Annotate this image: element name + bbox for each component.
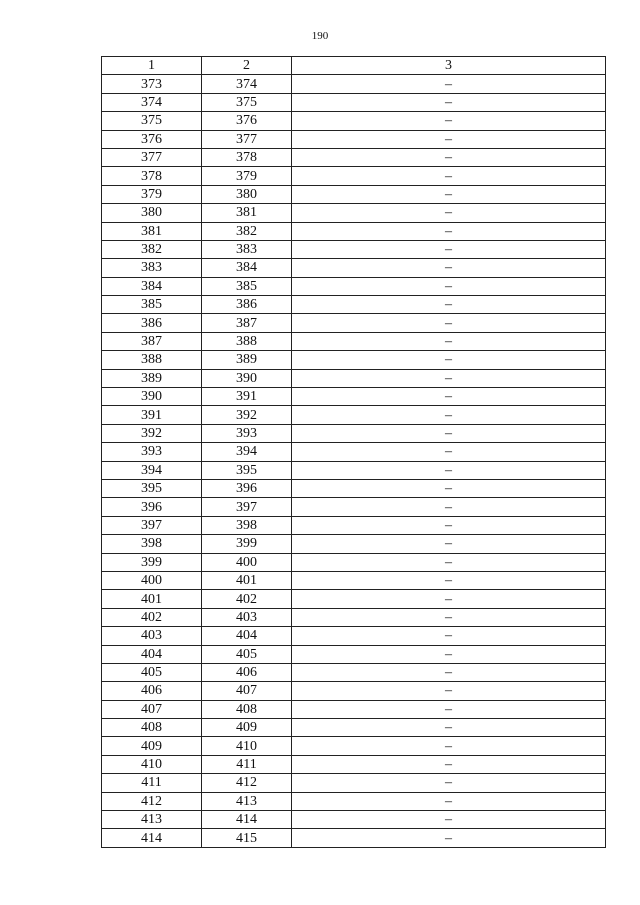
table-cell-col-1: 392: [102, 424, 202, 442]
table-cell-col-3: –: [292, 406, 606, 424]
table-cell-col-2: 413: [202, 792, 292, 810]
table-cell-col-1: 382: [102, 240, 202, 258]
table-cell-col-2: 397: [202, 498, 292, 516]
table-cell-col-1: 385: [102, 296, 202, 314]
table-row: [102, 553, 606, 571]
table-cell-col-2: 409: [202, 719, 292, 737]
table-cell-col-2: 415: [202, 829, 292, 847]
table-cell-col-2: 408: [202, 700, 292, 718]
table-cell-col-3: –: [292, 608, 606, 626]
table-cell-col-3: –: [292, 829, 606, 847]
table-cell-col-1: 409: [102, 737, 202, 755]
table-row: [102, 645, 606, 663]
table-cell-col-2: 380: [202, 185, 292, 203]
table-cell-col-2: 377: [202, 130, 292, 148]
table-cell-col-1: 376: [102, 130, 202, 148]
table-row: [102, 516, 606, 534]
table-cell-col-3: –: [292, 755, 606, 773]
table-cell-col-2: 384: [202, 259, 292, 277]
table-cell-col-2: 401: [202, 571, 292, 589]
table-cell-col-3: –: [292, 516, 606, 534]
table-cell-col-3: –: [292, 663, 606, 681]
table-row: [102, 222, 606, 240]
table-row: [102, 185, 606, 203]
table-cell-col-1: 378: [102, 167, 202, 185]
table-cell-col-3: –: [292, 332, 606, 350]
data-table: [101, 56, 606, 848]
table-cell-col-3: –: [292, 553, 606, 571]
table-cell-col-2: 402: [202, 590, 292, 608]
table-cell-col-3: –: [292, 185, 606, 203]
table-cell-col-2: 379: [202, 167, 292, 185]
table-cell-col-3: –: [292, 112, 606, 130]
table-cell-col-2: 394: [202, 443, 292, 461]
table-cell-col-2: 410: [202, 737, 292, 755]
table-row: [102, 406, 606, 424]
table-cell-col-3: –: [292, 369, 606, 387]
table-cell-col-3: –: [292, 148, 606, 166]
table-cell-col-2: 391: [202, 388, 292, 406]
table-row: [102, 240, 606, 258]
table-cell-col-2: 404: [202, 627, 292, 645]
table-cell-col-2: 411: [202, 755, 292, 773]
table-cell-col-2: 378: [202, 148, 292, 166]
table-cell-col-2: 383: [202, 240, 292, 258]
table-cell-col-3: –: [292, 130, 606, 148]
table-cell-col-3: –: [292, 719, 606, 737]
table-row: [102, 829, 606, 847]
table-cell-col-1: 405: [102, 663, 202, 681]
table-cell-col-2: 403: [202, 608, 292, 626]
table-cell-col-3: –: [292, 774, 606, 792]
table-row: [102, 204, 606, 222]
table-cell-col-3: –: [292, 314, 606, 332]
table-cell-col-1: 383: [102, 259, 202, 277]
table-cell-col-1: 393: [102, 443, 202, 461]
table-cell-col-1: 386: [102, 314, 202, 332]
table-cell-col-3: –: [292, 296, 606, 314]
table-row: [102, 461, 606, 479]
table-cell-col-1: 404: [102, 645, 202, 663]
table-cell-col-1: 414: [102, 829, 202, 847]
table-cell-col-2: 398: [202, 516, 292, 534]
table-cell-col-2: 400: [202, 553, 292, 571]
table-cell-col-1: 390: [102, 388, 202, 406]
page-number: 190: [311, 30, 329, 42]
table-row: [102, 535, 606, 553]
column-header-1: 1: [102, 57, 202, 75]
table-cell-col-1: 387: [102, 332, 202, 350]
table-cell-col-2: 412: [202, 774, 292, 792]
table-cell-col-1: 399: [102, 553, 202, 571]
table-row: [102, 663, 606, 681]
table-cell-col-2: 393: [202, 424, 292, 442]
table-cell-col-3: –: [292, 571, 606, 589]
table-row: [102, 167, 606, 185]
table-cell-col-1: 412: [102, 792, 202, 810]
table-cell-col-1: 377: [102, 148, 202, 166]
table-cell-col-3: –: [292, 461, 606, 479]
table-row: [102, 388, 606, 406]
table-row: [102, 93, 606, 111]
table-cell-col-2: 388: [202, 332, 292, 350]
table-row: [102, 719, 606, 737]
table-cell-col-1: 410: [102, 755, 202, 773]
table-cell-col-2: 376: [202, 112, 292, 130]
table-cell-col-1: 398: [102, 535, 202, 553]
table-cell-col-3: –: [292, 259, 606, 277]
table-row: [102, 314, 606, 332]
table-cell-col-3: –: [292, 443, 606, 461]
table-cell-col-2: 392: [202, 406, 292, 424]
table-header-row: [102, 57, 606, 75]
table-row: [102, 443, 606, 461]
column-header-2: 2: [202, 57, 292, 75]
table-row: [102, 571, 606, 589]
table-cell-col-1: 402: [102, 608, 202, 626]
table-cell-col-1: 373: [102, 75, 202, 93]
table-cell-col-3: –: [292, 93, 606, 111]
table-cell-col-1: 389: [102, 369, 202, 387]
table-cell-col-1: 396: [102, 498, 202, 516]
table-cell-col-1: 403: [102, 627, 202, 645]
table-row: [102, 774, 606, 792]
table-body: [102, 75, 606, 847]
table-cell-col-1: 379: [102, 185, 202, 203]
table-cell-col-3: –: [292, 388, 606, 406]
table-cell-col-1: 406: [102, 682, 202, 700]
table-cell-col-1: 388: [102, 351, 202, 369]
table-row: [102, 737, 606, 755]
table-row: [102, 627, 606, 645]
table-row: [102, 608, 606, 626]
table-cell-col-1: 408: [102, 719, 202, 737]
table-cell-col-2: 414: [202, 811, 292, 829]
table-cell-col-1: 400: [102, 571, 202, 589]
table-cell-col-3: –: [292, 351, 606, 369]
table-cell-col-3: –: [292, 167, 606, 185]
table-cell-col-3: –: [292, 204, 606, 222]
table-cell-col-1: 395: [102, 479, 202, 497]
table-cell-col-1: 411: [102, 774, 202, 792]
table-cell-col-3: –: [292, 240, 606, 258]
table-cell-col-1: 374: [102, 93, 202, 111]
table-cell-col-3: –: [292, 277, 606, 295]
table-row: [102, 332, 606, 350]
table-row: [102, 75, 606, 93]
table-cell-col-3: –: [292, 737, 606, 755]
table-cell-col-1: 380: [102, 204, 202, 222]
table-row: [102, 148, 606, 166]
table-cell-col-1: 391: [102, 406, 202, 424]
table-row: [102, 296, 606, 314]
table-row: [102, 369, 606, 387]
column-header-3: 3: [292, 57, 606, 75]
table-row: [102, 700, 606, 718]
table-cell-col-2: 406: [202, 663, 292, 681]
table-row: [102, 682, 606, 700]
table-row: [102, 498, 606, 516]
table-cell-col-3: –: [292, 479, 606, 497]
table-cell-col-2: 396: [202, 479, 292, 497]
table-cell-col-3: –: [292, 75, 606, 93]
table-cell-col-3: –: [292, 498, 606, 516]
table-cell-col-1: 413: [102, 811, 202, 829]
table-cell-col-3: –: [292, 682, 606, 700]
table-cell-col-2: 405: [202, 645, 292, 663]
table-cell-col-1: 397: [102, 516, 202, 534]
table-row: [102, 112, 606, 130]
table-cell-col-3: –: [292, 222, 606, 240]
table-cell-col-1: 381: [102, 222, 202, 240]
table-cell-col-2: 385: [202, 277, 292, 295]
table-row: [102, 590, 606, 608]
table-cell-col-1: 384: [102, 277, 202, 295]
table-cell-col-1: 401: [102, 590, 202, 608]
table-cell-col-1: 375: [102, 112, 202, 130]
table-cell-col-2: 375: [202, 93, 292, 111]
table-cell-col-2: 395: [202, 461, 292, 479]
table-cell-col-3: –: [292, 424, 606, 442]
table-row: [102, 424, 606, 442]
table-cell-col-2: 387: [202, 314, 292, 332]
table-row: [102, 479, 606, 497]
table-row: [102, 792, 606, 810]
table-cell-col-2: 382: [202, 222, 292, 240]
table-cell-col-3: –: [292, 645, 606, 663]
table-cell-col-1: 394: [102, 461, 202, 479]
table-cell-col-2: 389: [202, 351, 292, 369]
table-row: [102, 811, 606, 829]
table-cell-col-2: 407: [202, 682, 292, 700]
table-row: [102, 351, 606, 369]
table-row: [102, 130, 606, 148]
table-cell-col-2: 374: [202, 75, 292, 93]
table-cell-col-2: 381: [202, 204, 292, 222]
table-cell-col-3: –: [292, 700, 606, 718]
table-cell-col-3: –: [292, 590, 606, 608]
table-cell-col-1: 407: [102, 700, 202, 718]
table-cell-col-2: 399: [202, 535, 292, 553]
table-cell-col-3: –: [292, 627, 606, 645]
table-cell-col-2: 390: [202, 369, 292, 387]
table-cell-col-2: 386: [202, 296, 292, 314]
table-row: [102, 755, 606, 773]
table-cell-col-3: –: [292, 811, 606, 829]
table-row: [102, 259, 606, 277]
table-cell-col-3: –: [292, 535, 606, 553]
table-cell-col-3: –: [292, 792, 606, 810]
table-row: [102, 277, 606, 295]
